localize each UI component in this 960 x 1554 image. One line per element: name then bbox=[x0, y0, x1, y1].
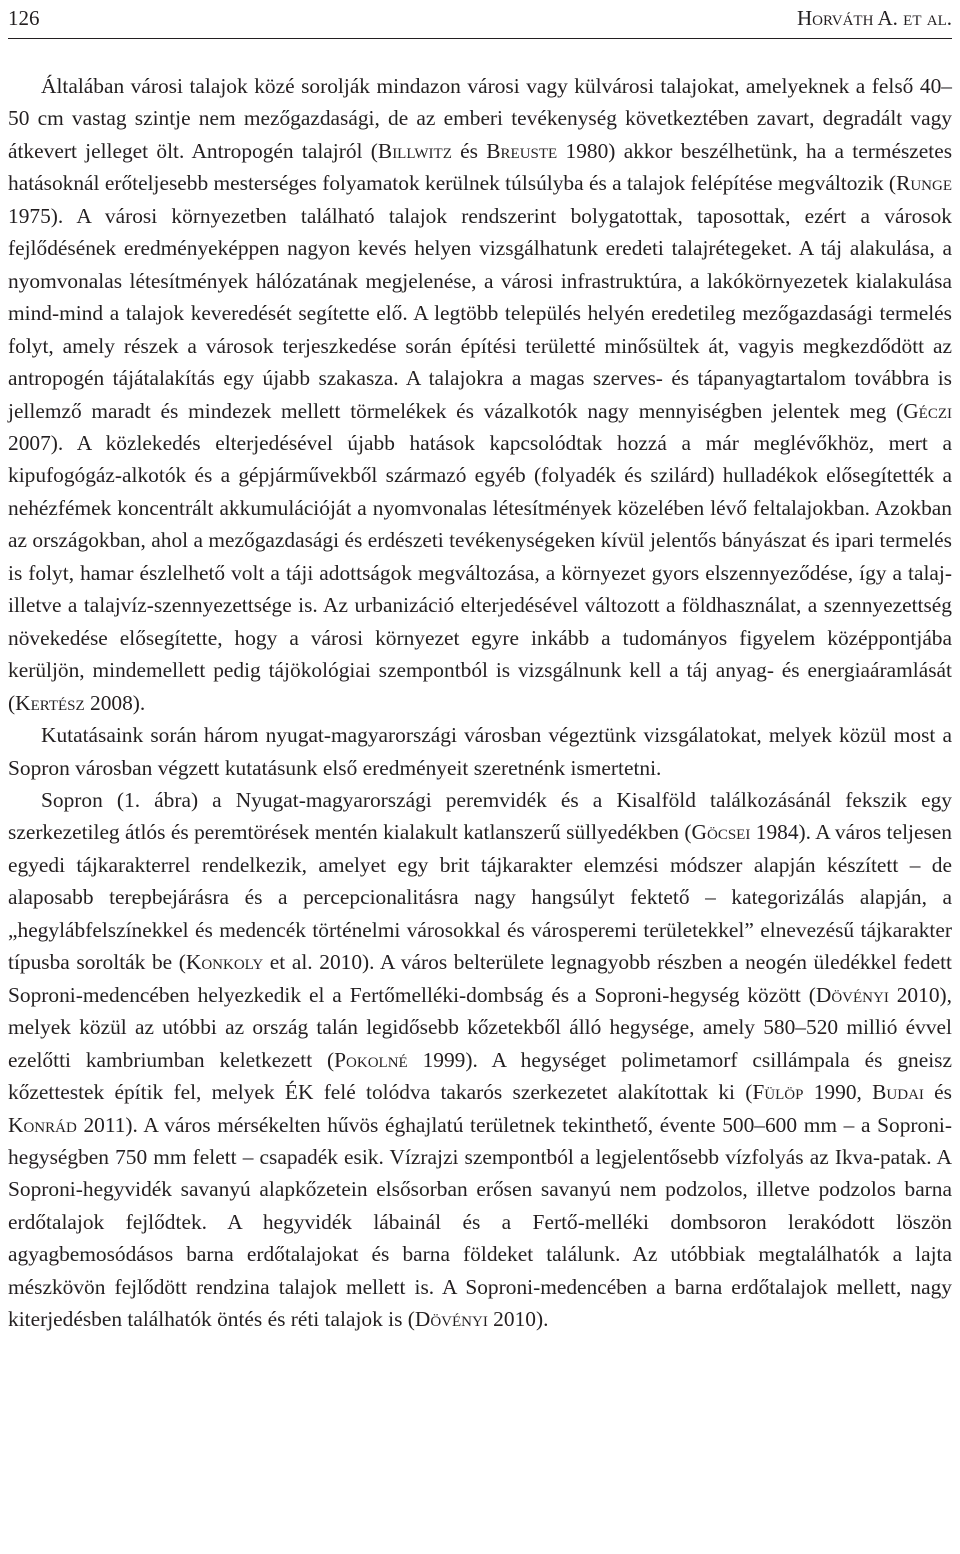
paragraph-research-scope bbox=[8, 719, 952, 784]
running-head: Horváth A. et al. bbox=[796, 6, 952, 30]
text-run: 2008). bbox=[84, 690, 146, 715]
citation-author: Billwitz bbox=[377, 138, 452, 163]
text-run: 1984). A város teljesen egyedi tájkarakterrel rendelkezik, amelyet egy brit tájkarakter elemzési módszer alapján készített – de alaposabb terepbejárásra és a percepcionalitásra nagy hangsúlyt fektető – kategorizálás alapján, a „hegylábfelszínekkel és medencék történelmi városokkal és városperemi területekkel” elnevezésű tájkarakter típusba sorolták be ( bbox=[8, 820, 952, 975]
citation-author: Konrád bbox=[8, 1112, 77, 1137]
header-rule bbox=[8, 38, 952, 39]
citation-author: Dövényi bbox=[815, 982, 889, 1007]
text-run: 1999). A hegységet polimetamorf csillámpala és gneisz kőzettestek építik fel, melyek ÉK felé tolódva takarós szerkezetet alakítottak ki ( bbox=[8, 1047, 952, 1105]
citation-author: Pokolné bbox=[334, 1047, 408, 1072]
text-run: Sopron (1. ábra) a Nyugat-magyarországi peremvidék és a Kisalföld találkozásánál fekszik egy szerkezetileg átlós és peremtörések mentén kialakult katlanszerű süllyedékben ( bbox=[8, 787, 952, 845]
text-run: 2010), melyek közül az utóbbi az ország talán legidősebb kőzetekből álló hegysége, amely 580–520 millió évvel ezelőtti kambriumban keletkezett ( bbox=[8, 982, 952, 1072]
text-run: Kutatásaink során három nyugat-magyarországi városban végeztünk vizsgálatokat, melyek közül most a Sopron városban végzett kutatásunk első eredményeit szeretnénk ismertetni. bbox=[8, 723, 952, 780]
citation-author: Breuste bbox=[486, 138, 558, 163]
page-header bbox=[8, 6, 952, 31]
page-number: 126 bbox=[8, 6, 40, 30]
text-run: 1980) akkor beszélhetünk, ha a természetes hatásoknál erőteljesebb mesterséges folyamatok kerülnek túlsúlyba és a talajok felépítése megváltozik ( bbox=[8, 138, 953, 196]
paragraph-urban-soils bbox=[8, 70, 952, 719]
citation-author: Kertész bbox=[15, 690, 85, 715]
citation-author: Göcsei bbox=[691, 820, 751, 845]
text-run: 1975). A városi környezetben található talajok rendszerint bolygatottak, taposottak, ezért a városok fejlődésének eredményeképpen nagyon kevés helyen vizsgálhatunk eredeti talajrétegeket. A táj alakulása, a nyomvonalas létesítmények hálózatának megjelenése, a városi infrastruktúra, a lakókörnyezetek kialakulása mind-mind a talajok keveredését segítette elő. A legtöbb település helyén eredetileg mezőgazdasági termelés folyt, amely részek a városok terjeszkedése során építési területté minősültek át, vagyis megkezdődött az antropogén tájátalakítás egy újabb szakasza. A talajokra a magas szerves- és tápanyagtartalom továbbra is jellemző maradt és mindezek mellett törmelékek és vázalkotók nagy mennyiségben jelentek meg ( bbox=[8, 203, 952, 423]
text-run: és bbox=[923, 1080, 953, 1105]
citation-author: Budai bbox=[872, 1080, 924, 1105]
body-text bbox=[8, 70, 952, 1336]
citation-author: Dövényi bbox=[414, 1307, 488, 1332]
citation-author: Konkoly bbox=[185, 950, 264, 975]
citation-author: Géczi bbox=[903, 398, 952, 423]
text-run: 2010). bbox=[487, 1307, 549, 1332]
text-run: 1990, bbox=[803, 1080, 873, 1105]
text-run: et al. 2010). A város belterülete legnagyobb részben a neogén üledékkel fedett Soproni-medencében helyezkedik el a Fertőmelléki-dombság és a Soproni-hegység között ( bbox=[8, 950, 953, 1007]
text-run: 2007). A közlekedés elterjedésével újabb hatások kapcsolódtak hozzá a már meglévőkhöz, mert a kipufogógáz-alkotók és a gépjárművekből származó egyéb (folyadék és szilárd) hulladékok elősegítették a nehézfémek koncentrált akkumulációját a nyomvonalas létesítmények közelében lévő feltalajokban. Azokban az országokban, ahol a mezőgazdasági és erdészeti tevékenységeken kívül jelentős bányászat és ipari termelés is folyt, hamar észlelhető volt a táji adottságok megváltozása, a környezet gyors elszennyeződése, így a talaj- illetve a talajvíz-szennyezettsége is. Az urbanizáció elterjedésével változott a földhasználat, a szennyezettség növekedése elősegítette, hogy a városi környezet egyre inkább a tudományos figyelem középpontjába kerüljön, mindemellett pedig tájökológiai szempontból is vizsgálnunk kell a táj anyag- és energiaáramlását ( bbox=[8, 430, 952, 715]
text-run: 2011). A város mérsékelten hűvös éghajlatú területnek tekinthető, évente 500–600 mm – a Soproni-hegységben 750 mm felett – csapadék esik. Vízrajzi szempontból a legjelentősebb vízfolyás az Ikva-patak. A Soproni-hegyvidék savanyú alapkőzetein elsősorban erősen savanyú nem podzolos, illetve podzolos barna erdőtalajok fejlődtek. A hegyvidék lábainál és a Fertő-melléki dombsoron lerakódott löszön agyagbemosódásos barna erdőtalajokat és barna földeket találunk. Az utóbbiak megtalálhatók a lajta mészkövön fejlődött rendzina talajok mellett is. A Soproni-medencében a barna erdőtalajok mellett, nagy kiterjedésben találhatók öntés és réti talajok is ( bbox=[8, 1112, 952, 1332]
citation-author: Runge bbox=[896, 171, 952, 196]
paragraph-sopron-description bbox=[8, 784, 952, 1336]
text-run: Általában városi talajok közé sorolják mindazon városi vagy külvárosi talajokat, amelyeknek a felső 40–50 cm vastag szintje nem mezőgazdasági, de az emberi tevékenység következtében zavart, degradált vagy átkevert jelleget ölt. Antropogén talajról ( bbox=[8, 74, 952, 163]
citation-author: Fülöp bbox=[752, 1080, 804, 1105]
text-run: és bbox=[451, 138, 487, 163]
